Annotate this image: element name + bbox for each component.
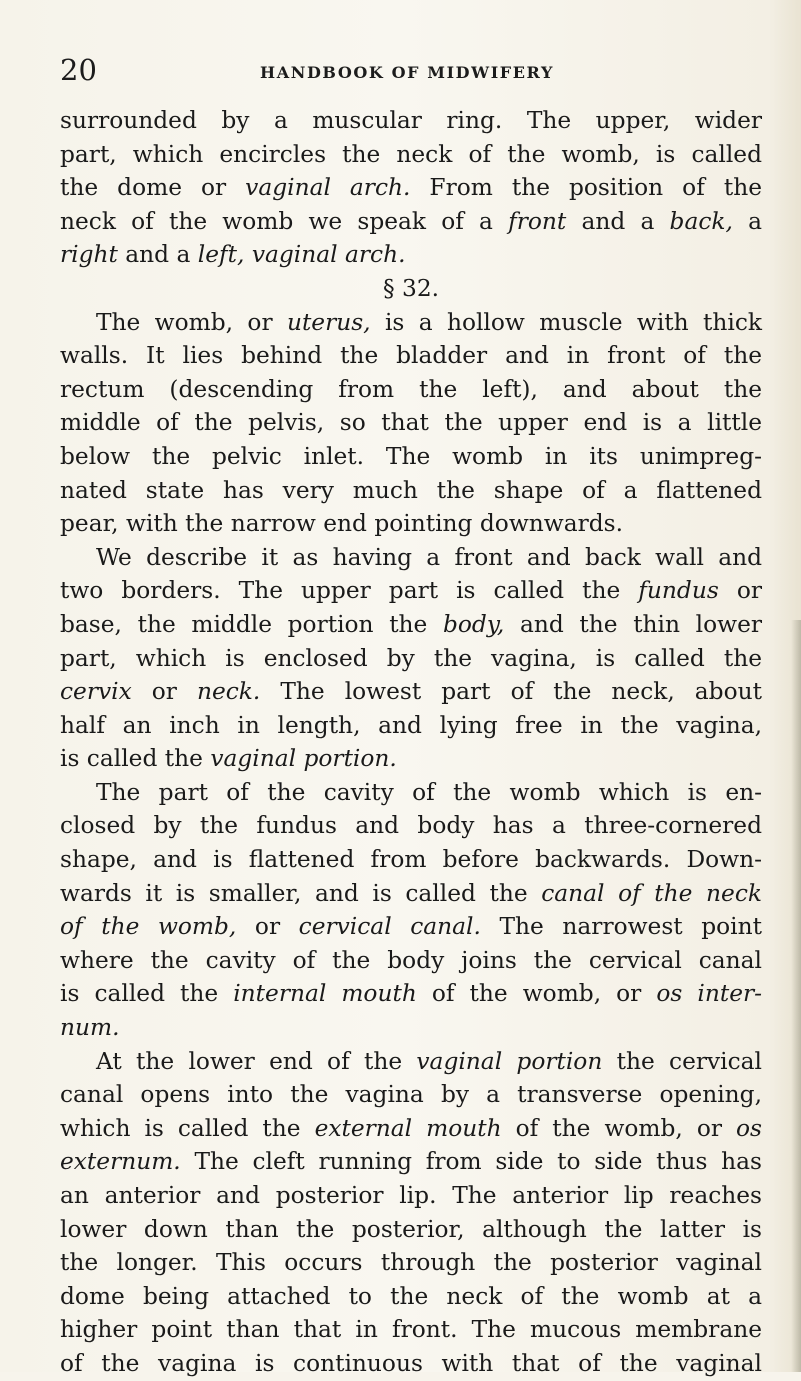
text-line bbox=[60, 877, 762, 911]
italic-term: front bbox=[508, 207, 567, 235]
line-segment: or bbox=[718, 577, 762, 605]
line-segment: rectum (descending from the left), and about the bbox=[60, 375, 762, 403]
page-number: 20 bbox=[60, 53, 97, 87]
text-line bbox=[60, 1179, 762, 1213]
line-segment: base, the middle portion the bbox=[60, 610, 443, 638]
text-line bbox=[60, 742, 762, 776]
text-line bbox=[60, 944, 762, 978]
italic-term: of the womb, bbox=[60, 913, 237, 941]
text-line bbox=[60, 1246, 762, 1280]
text-line bbox=[60, 574, 762, 608]
text-line bbox=[60, 541, 762, 575]
italic-term: cervix bbox=[60, 678, 132, 706]
line-segment: nated state has very much the shape of a flattened bbox=[60, 476, 762, 504]
line-segment: The cleft running from side to side thus has bbox=[180, 1148, 762, 1176]
running-title: HANDBOOK OF MIDWIFERY bbox=[260, 63, 554, 82]
text-line bbox=[60, 1280, 762, 1314]
text-line bbox=[60, 440, 762, 474]
line-segment: is called the bbox=[60, 745, 211, 773]
text-line bbox=[60, 1145, 762, 1179]
text-line bbox=[60, 642, 762, 676]
line-segment: a bbox=[732, 207, 762, 235]
line-segment: below the pelvic inlet. The womb in its unimpreg- bbox=[60, 442, 762, 470]
line-segment: We describe it as having a front and back wall and bbox=[96, 543, 762, 571]
text-line bbox=[60, 1112, 762, 1146]
text-line bbox=[60, 104, 762, 138]
text-line bbox=[60, 474, 762, 508]
italic-term: vaginal arch. bbox=[245, 174, 411, 202]
line-segment: of the womb, or bbox=[501, 1114, 737, 1142]
italic-term: vaginal portion bbox=[416, 1047, 603, 1075]
italic-term: body, bbox=[442, 610, 505, 638]
line-segment: pear, with the narrow end pointing downwards. bbox=[60, 510, 624, 538]
text-line bbox=[60, 339, 762, 373]
text-line bbox=[60, 1078, 762, 1112]
italic-term: right bbox=[60, 241, 118, 269]
line-segment: closed by the fundus and body has a three-cornered bbox=[60, 812, 762, 840]
text-line bbox=[60, 1313, 762, 1347]
line-segment: neck of the womb we speak of a bbox=[60, 207, 509, 235]
line-segment: At the lower end of the bbox=[96, 1047, 417, 1075]
italic-term: canal of the neck bbox=[541, 879, 762, 907]
italic-term: os inter- bbox=[656, 980, 762, 1008]
text-line bbox=[60, 1011, 762, 1045]
line-segment: is a hollow muscle with thick bbox=[370, 308, 762, 336]
text-line bbox=[60, 171, 762, 205]
text-line bbox=[60, 205, 762, 239]
line-segment: of the womb, or bbox=[416, 980, 657, 1008]
italic-term: internal mouth bbox=[233, 980, 417, 1008]
text-line bbox=[60, 977, 762, 1011]
text-line bbox=[60, 238, 762, 272]
line-segment: higher point than that in front. The mucous membrane bbox=[60, 1316, 762, 1344]
text-line bbox=[60, 910, 762, 944]
line-segment: the cervical bbox=[602, 1047, 763, 1075]
text-line bbox=[60, 1213, 762, 1247]
italic-term: fundus bbox=[638, 577, 719, 605]
line-segment: half an inch in length, and lying free in the vagina, bbox=[60, 711, 762, 739]
line-segment: The narrowest point bbox=[480, 913, 762, 941]
line-segment: The lowest part of the neck, about bbox=[260, 678, 762, 706]
page-edge-shadow bbox=[791, 620, 801, 1372]
section-heading bbox=[60, 272, 762, 306]
text-line bbox=[60, 675, 762, 709]
text-line bbox=[60, 709, 762, 743]
italic-term: externum. bbox=[60, 1148, 181, 1176]
line-segment: shape, and is flattened from before backwards. Down- bbox=[60, 846, 762, 874]
line-segment: The womb, or bbox=[96, 308, 287, 336]
running-head bbox=[60, 52, 750, 96]
italic-term: neck. bbox=[196, 678, 261, 706]
text-line bbox=[60, 406, 762, 440]
italic-term: os bbox=[736, 1114, 763, 1142]
line-segment: dome being attached to the neck of the womb at a bbox=[60, 1282, 762, 1310]
line-segment: of the vagina is continuous with that of the vaginal bbox=[60, 1349, 762, 1377]
line-segment: an anterior and posterior lip. The anterior lip reaches bbox=[60, 1182, 762, 1209]
line-segment: From the position of the bbox=[410, 174, 762, 202]
text-line bbox=[60, 776, 762, 810]
text-line bbox=[60, 1045, 762, 1079]
italic-term: external mouth bbox=[314, 1114, 502, 1142]
line-segment: and the thin lower bbox=[504, 610, 762, 638]
body-text bbox=[60, 104, 762, 1381]
text-line bbox=[60, 843, 762, 877]
line-segment: two borders. The upper part is called the bbox=[60, 577, 639, 605]
text-line bbox=[60, 138, 762, 172]
text-line bbox=[60, 1347, 762, 1381]
line-segment: or bbox=[236, 913, 299, 941]
text-line bbox=[60, 507, 762, 541]
line-segment: or bbox=[131, 678, 197, 706]
text-line bbox=[60, 306, 762, 340]
text-line bbox=[60, 373, 762, 407]
line-segment: the longer. This occurs through the posterior vaginal bbox=[60, 1249, 762, 1277]
italic-term: vaginal portion. bbox=[210, 745, 397, 773]
text-line bbox=[60, 608, 762, 642]
line-segment: walls. It lies behind the bladder and in front of the bbox=[60, 342, 762, 370]
line-segment: the dome or bbox=[60, 174, 246, 202]
line-segment: canal opens into the vagina by a transverse opening, bbox=[60, 1081, 762, 1109]
line-segment: The part of the cavity of the womb which is en- bbox=[96, 778, 762, 806]
line-segment: surrounded by a muscular ring. The upper, wider bbox=[60, 107, 762, 134]
line-segment: middle of the pelvis, so that the upper end is a little bbox=[60, 409, 762, 437]
italic-term: cervical canal. bbox=[298, 913, 481, 941]
line-segment: and a bbox=[566, 207, 670, 235]
line-segment: which is called the bbox=[60, 1114, 315, 1142]
italic-term: back, bbox=[669, 207, 733, 235]
line-segment: and a bbox=[117, 241, 198, 269]
italic-term: uterus, bbox=[286, 308, 371, 336]
line-segment: wards it is smaller, and is called the bbox=[60, 879, 542, 907]
line-segment: part, which encircles the neck of the womb, is called bbox=[60, 140, 762, 168]
line-segment: part, which is enclosed by the vagina, is called the bbox=[60, 644, 762, 672]
text-line bbox=[60, 809, 762, 843]
line-segment: § 32. bbox=[382, 274, 440, 302]
line-segment: lower down than the posterior, although the latter is bbox=[60, 1215, 762, 1243]
italic-term: num. bbox=[60, 1014, 120, 1042]
italic-term: left, vaginal arch. bbox=[197, 241, 406, 269]
line-segment: is called the bbox=[60, 980, 234, 1008]
line-segment: where the cavity of the body joins the cervical canal bbox=[60, 946, 762, 974]
